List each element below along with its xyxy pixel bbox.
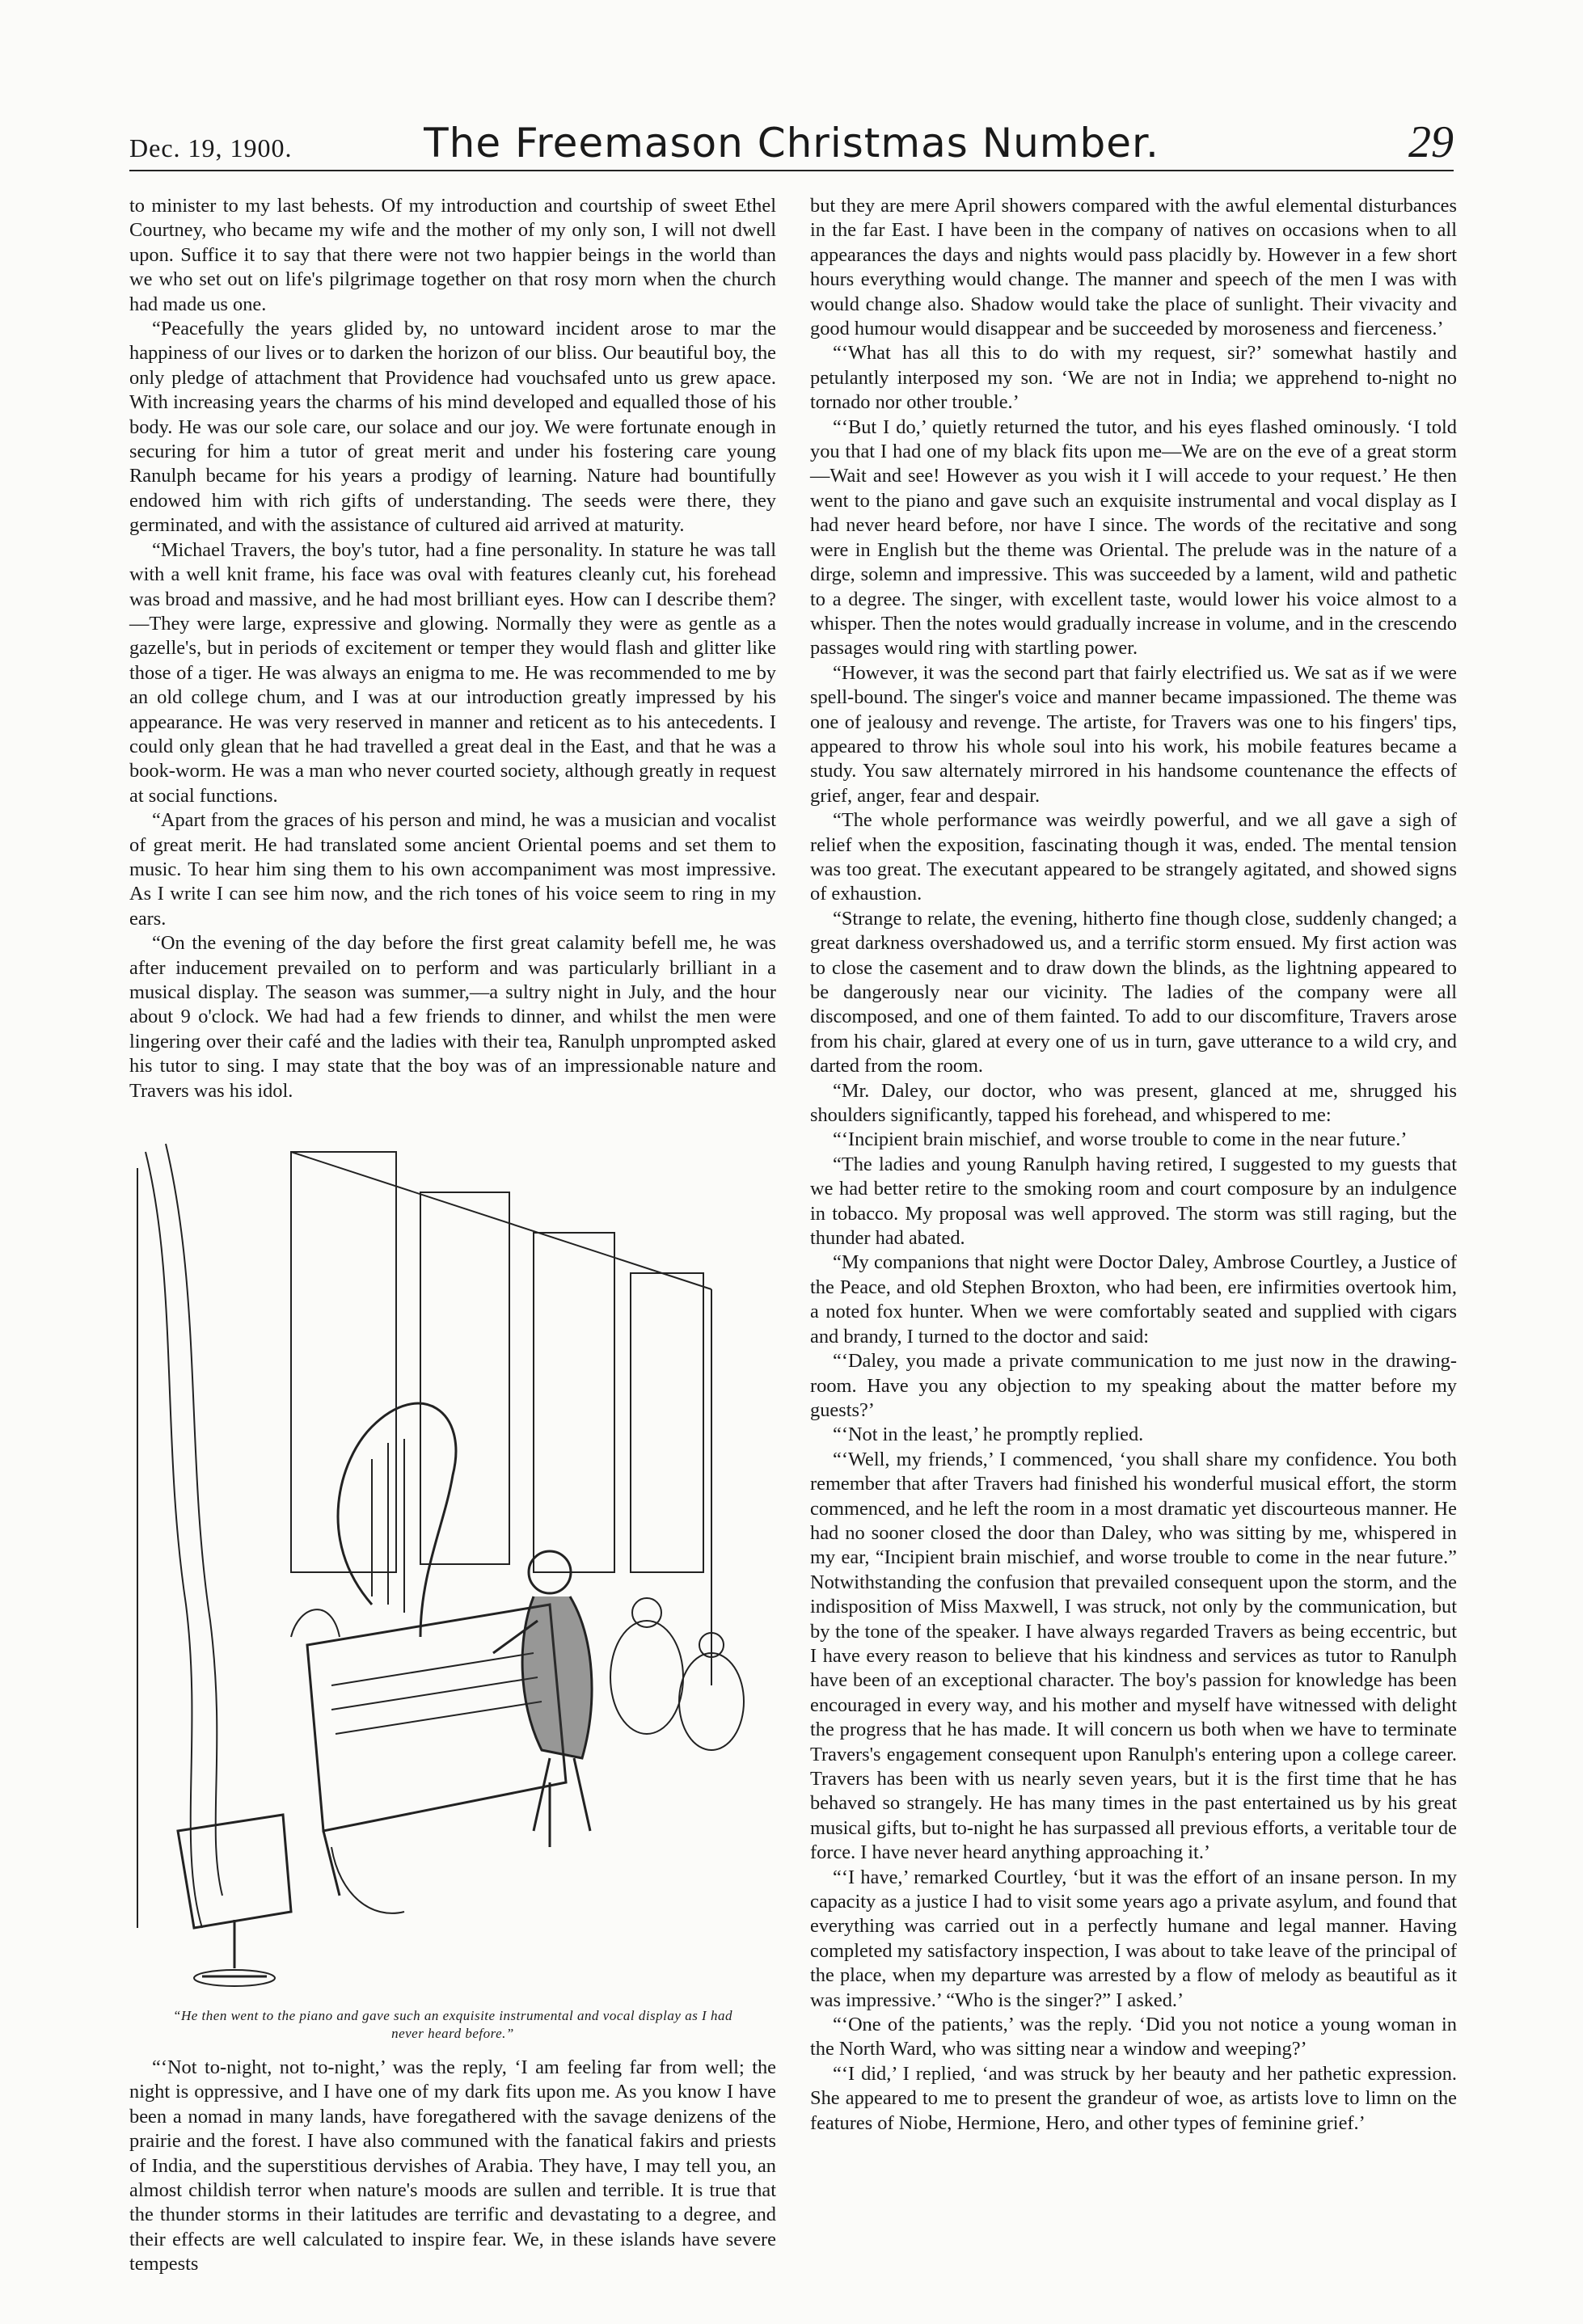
paragraph: “However, it was the second part that fairly electrified us. We sat as if we were spell-bound. The singer's voice and manner became impassioned. The theme was one of jealousy and revenge. The artiste, for Travers was one to his fingers' tips, appeared to throw his whole soul into his work, his mobile features became a study. You saw alternately mirrored in his handsome countenance the effects of grief, anger, fear and despair. — [810, 661, 1457, 807]
figure-caption: “He then went to the piano and gave such an exquisite instrumental and vocal display as I had never heard before.” — [173, 2008, 732, 2042]
paragraph: “‘I have,’ remarked Courtley, ‘but it was the effort of an insane person. In my capacity as a justice I had to visit some years ago a private asylum, and found that everything was carried out in a perfectly humane and legal manner. Having completed my satisfactory inspection, I was about to take leave of the principal of the place, when my departure was arrested by a flow of melody as beautiful as it was impressive.’ “Who is the singer?” I asked.’ — [810, 1866, 1457, 2011]
paragraph: “Strange to relate, the evening, hitherto fine though close, suddenly changed; a great darkness overshadowed us, and a terrific storm ensued. My first action was to close the casement and to draw down the blinds, as the lightning appeared to be dangerously near our vicinity. The ladies of the company were all discomposed, and one of them fainted. To add to our discomfiture, Travers arose from his chair, glared at every one of us in turn, gave utterance to a wild cry, and darted from the room. — [810, 907, 1457, 1078]
illustration-piano-scene — [129, 1120, 776, 2049]
page-number: 29 — [1408, 117, 1454, 167]
paragraph: “The ladies and young Ranulph having retired, I suggested to my guests that we had better retire to the smoking room and court composure by an indulgence in tobacco. My proposal was well approved. The storm was still raging, but the thunder had abated. — [810, 1153, 1457, 1250]
right-column — [810, 194, 1457, 2263]
paragraph: “Peacefully the years glided by, no untoward incident arose to mar the happiness of our lives or to darken the horizon of our bliss. Our beautiful boy, the only pledge of attachment that Providence had vouchsafed unto us grew apace. With increasing years the charms of his mind developed and equalled those of his body. He was our sole care, our solace and our joy. We were fortunate enough in securing for him a tutor of great merit and under his fostering care young Ranulph became for his years a prodigy of learning. Nature had bountifully endowed him with rich gifts of understanding. The seeds were there, they germinated, and with the assistance of cultured aid arrived at maturity. — [129, 318, 776, 537]
paragraph: “‘But I do,’ quietly returned the tutor, and his eyes flashed ominously. ‘I told you that I had one of my black fits upon me—We are on the eve of a great storm—Wait and see! However as you wish it I will accede to your request.’ He then went to the piano and gave such an exquisite instrumental and vocal display as I had never heard before, nor have I since. The words of the recitative and song were in English but the theme was Oriental. The prelude was in the nature of a dirge, solemn and impressive. This was succeeded by a lament, wild and pathetic to a degree. The singer, with excellent taste, would lower his voice almost to a whisper. Then the notes would gradually increase in volume, and in the crescendo passages would ring with startling power. — [810, 415, 1457, 660]
paragraph: “‘One of the patients,’ was the reply. ‘Did you not notice a young woman in the North Ward, who was sitting near a window and weeping?’ — [810, 2014, 1457, 2060]
paragraph: “‘Well, my friends,’ I commenced, ‘you shall share my confidence. You both remember that after Travers had finished his wonderful musical effort, the storm commenced, and he left the room in a most dramatic yet discourteous manner. He had no sooner closed the door than Daley, who was sitting by me, whispered in my ear, “Incipient brain mischief, and worse trouble to come in the near future.” Notwithstanding the confusion that prevailed consequent upon the storm, and the indisposition of Miss Maxwell, I was struck, not only by the communication, but by the tone of the speaker. I have always regarded Travers as being eccentric, but I have every reason to believe that his kindness and services as tutor to Ranulph have been of an exceptional character. The boy's passion for knowledge has been encouraged in every way, and his mother and myself have witnessed with delight the progress that he has made. It will concern us both when we have to terminate Travers's engagement consequent upon Ranulph's entering upon a college career. Travers has been with us nearly seven years, but it is the first time that he has behaved so strangely. He has many times in the past entertained us by his great musical gifts, but to-night he has surpassed all previous efforts, a veritable tour de force. I have never heard anything approaching it.’ — [810, 1448, 1457, 1864]
issue-date: Dec. 19, 1900. — [129, 133, 293, 162]
paragraph: “My companions that night were Doctor Daley, Ambrose Courtley, a Justice of the Peace, and old Stephen Broxton, who had been, ere infirmities overtook him, a noted fox hunter. When we were comfortably seated and supplied with cigars and brandy, I turned to the doctor and said: — [810, 1251, 1457, 1348]
paragraph: “‘Incipient brain mischief, and worse trouble to come in the near future.’ — [833, 1128, 1408, 1151]
paragraph: “The whole performance was weirdly powerful, and we all gave a sigh of relief when the exposition, fascinating though it was, ended. The mental tension was too great. The executant appeared to be strangely agitated, and showed signs of exhaustion. — [810, 809, 1457, 905]
paragraph: “On the evening of the day before the first great calamity befell me, he was after inducement prevailed on to perform and was particularly brilliant in a musical display. The season was summer,—a sultry night in July, and the hour about 9 o'clock. We had had a few friends to dinner, and whilst the men were lingering over their café and the ladies with their tea, Ranulph unprompted asked his tutor to sing. I may state that the boy was of an impressionable nature and Travers was his idol. — [129, 932, 776, 1102]
paragraph: “‘Daley, you made a private communication to me just now in the drawing-room. Have you any objection to my speaking about the matter before my guests?’ — [810, 1350, 1457, 1421]
paragraph: “Michael Travers, the boy's tutor, had a fine personality. In stature he was tall with a well knit frame, his face was oval with features cleanly cut, his forehead was broad and massive, and he had most brilliant eyes. How can I describe them?—They were large, expressive and glowing. Normally they were as gentle as a gazelle's, but in periods of excitement or temper they would flash and glitter like those of a tiger. He was always an enigma to me. He was recommended to me by an old college chum, and I was at our introduction greatly impressed by his appearance. He was very reserved in manner and reticent as to his antecedents. I could only glean that he had travelled a great deal in the East, and that he was a book-worm. He was a man who never courted society, although greatly in request at social functions. — [129, 538, 776, 807]
illustration-drawing — [129, 1120, 776, 2001]
paragraph: “Mr. Daley, our doctor, who was present, glanced at me, shrugged his shoulders significantly, tapped his forehead, and whispered to me: — [810, 1079, 1457, 1127]
paragraph: “‘What has all this to do with my request, sir?’ somewhat hastily and petulantly interposed my son. ‘We are not in India; we apprehend to-night no tornado nor other trouble.’ — [810, 342, 1457, 414]
paragraph: to minister to my last behests. Of my introduction and courtship of sweet Ethel Courtney, who became my wife and the mother of my only son, I will not dwell upon. Suffice it to say that there were not two happier beings in the world than we who set out on life's pilgrimage together on that rosy morn when the church had made us one. — [129, 195, 776, 315]
paragraph: “Apart from the graces of his person and mind, he was a musician and vocalist of great merit. He had translated some ancient Oriental poems and set them to music. To hear him sing them to his own accompaniment was most impressive. As I write I can see him now, and the rich tones of his voice seem to ring in my ears. — [129, 809, 776, 930]
paragraph: “‘Not to-night, not to-night,’ was the reply, ‘I am feeling far from well; the night is oppressive, and I have one of my dark fits upon me. As you know I have been a nomad in many lands, have foregathered with the savage denizens of the prairie and the forest. I have also communed with the fanatical fakirs and priests of India, and the superstitious dervishes of Arabia. They have, I may tell you, an almost childish terror when nature's moods are sullen and terrible. It is true that the thunder storms in their latitudes are terrific and devastating to a degree, and their effects are well calculated to inspire fear. We, in these islands have severe tempests — [129, 2056, 776, 2275]
publication-title: The Freemason Christmas Number. — [424, 120, 1159, 167]
page-header — [129, 117, 1454, 171]
paragraph: but they are mere April showers compared with the awful elemental disturbances in the far East. I have been in the company of natives on occasions when to all appearances the days and nights would pass placidly by. However in a few short hours everything would change. The manner and speech of the men I was with would change also. Shadow would take the place of sunlight. Their vivacity and good humour would disappear and be succeeded by moroseness and fierceness.’ — [810, 195, 1457, 340]
left-column — [129, 194, 776, 2275]
paragraph: “‘I did,’ I replied, ‘and was struck by her beauty and her pathetic expression. She appeared to me to present the grandeur of woe, as artists love to limn on the features of Niobe, Hermione, Hero, and other types of feminine grief.’ — [810, 2062, 1457, 2134]
paragraph: “‘Not in the least,’ he promptly replied. — [833, 1424, 1144, 1446]
